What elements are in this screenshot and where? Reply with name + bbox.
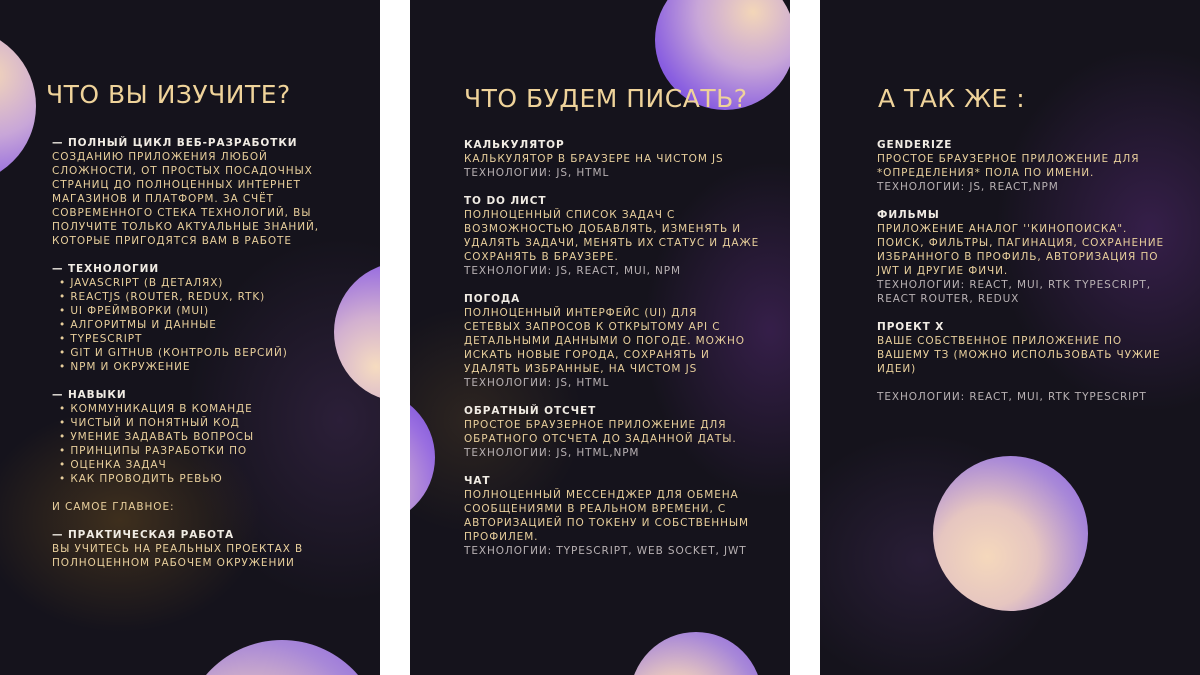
text-line: ПОЛУЧИТЕ ТОЛЬКО АКТУАЛЬНЫЕ ЗНАНИЙ, <box>52 221 319 233</box>
text-line: ВАШЕ СОБСТВЕННОЕ ПРИЛОЖЕНИЕ ПО <box>877 335 1123 347</box>
list-item: • ОЦЕНКА ЗАДАЧ <box>52 458 372 472</box>
slide-title: А ТАК ЖЕ : <box>878 84 1026 113</box>
extra-projects-content <box>877 138 1197 404</box>
text-line: СТРАНИЦ ДО ПОЛНОЦЕННЫХ ИНТЕРНЕТ <box>52 179 301 191</box>
project-name: ЧАТ <box>464 475 491 487</box>
decor-orb-bottom <box>630 632 762 675</box>
main-point-text: И САМОЕ ГЛАВНОЕ: <box>52 501 175 513</box>
section-heading: — ПОЛНЫЙ ЦИКЛ ВЕБ-РАЗРАБОТКИ <box>52 137 298 149</box>
project-name: TO DO ЛИСТ <box>464 195 547 207</box>
section-heading: — ТЕХНОЛОГИИ <box>52 263 160 275</box>
project-tech: ТЕХНОЛОГИИ: JS, HTML,NPM <box>464 447 640 459</box>
project-tech: ТЕХНОЛОГИИ: REACT, MUI, RTK TYPESCRIPT, <box>877 279 1151 291</box>
list-item: • TYPESCRIPT <box>52 332 372 346</box>
text-line: ПОЛНОЦЕННЫЙ ИНТЕРФЕЙС (UI) ДЛЯ <box>464 307 698 319</box>
text-line: СЕТЕВЫХ ЗАПРОСОВ К ОТКРЫТОМУ API С <box>464 321 721 333</box>
project-name: GENDERIZE <box>877 139 953 151</box>
text-line: МАГАЗИНОВ И ПЛАТФОРМ. ЗА СЧЁТ <box>52 193 274 205</box>
project-tech: ТЕХНОЛОГИИ: JS, HTML <box>464 167 610 179</box>
decor-orb-left <box>410 390 435 525</box>
text-line: ОБРАТНОГО ОТСЧЕТА ДО ЗАДАННОЙ ДАТЫ. <box>464 433 737 445</box>
text-line: СООБЩЕНИЯМИ В РЕАЛЬНОМ ВРЕМЕНИ, С <box>464 503 727 515</box>
section-heading: — ПРАКТИЧЕСКАЯ РАБОТА <box>52 529 235 541</box>
text-line: ДЕТАЛЬНЫМИ ДАННЫМИ О ПОГОДЕ. МОЖНО <box>464 335 745 347</box>
list-item: • АЛГОРИТМЫ И ДАННЫЕ <box>52 318 372 332</box>
text-line: ИДЕИ) <box>877 363 917 375</box>
project-name: ПРОЕКТ Х <box>877 321 945 333</box>
project-tech: REACT ROUTER, REDUX <box>877 293 1020 305</box>
list-item: • ПРИНЦИПЫ РАЗРАБОТКИ ПО <box>52 444 372 458</box>
text-line: ВОЗМОЖНОСТЬЮ ДОБАВЛЯТЬ, ИЗМЕНЯТЬ И <box>464 223 742 235</box>
text-line: ПОИСК, ФИЛЬТРЫ, ПАГИНАЦИЯ, СОХРАНЕНИЕ <box>877 237 1165 249</box>
text-line: СЛОЖНОСТИ, ОТ ПРОСТЫХ ПОСАДОЧНЫХ <box>52 165 313 177</box>
project-tech: ТЕХНОЛОГИИ: REACT, MUI, RTK TYPESCRIPT <box>877 391 1147 403</box>
slide-title: ЧТО ВЫ ИЗУЧИТЕ? <box>46 80 291 109</box>
list-item: • JAVASCRIPT (В ДЕТАЛЯХ) <box>52 276 372 290</box>
text-line: ПОЛНОЦЕННОМ РАБОЧЕМ ОКРУЖЕНИИ <box>52 557 295 569</box>
text-line: *ОПРЕДЕЛЕНИЯ* ПОЛА ПО ИМЕНИ. <box>877 167 1095 179</box>
text-line: ПОЛНОЦЕННЫЙ МЕССЕНДЖЕР ДЛЯ ОБМЕНА <box>464 489 739 501</box>
learn-content <box>52 136 372 570</box>
list-item: • ЧИСТЫЙ И ПОНЯТНЫЙ КОД <box>52 416 372 430</box>
decor-orb-bottom <box>182 640 380 675</box>
text-line: ПРИЛОЖЕНИЕ АНАЛОГ ''КИНОПОИСКА". <box>877 223 1128 235</box>
slide-also <box>820 0 1200 675</box>
project-tech: ТЕХНОЛОГИИ: JS, REACT,NPM <box>877 181 1059 193</box>
project-tech: ТЕХНОЛОГИИ: TYPESCRIPT, WEB SOCKET, JWT <box>464 545 747 557</box>
list-item: • REACTJS (ROUTER, REDUX, RTK) <box>52 290 372 304</box>
text-line: УДАЛЯТЬ ИЗБРАННЫЕ, НА ЧИСТОМ JS <box>464 363 698 375</box>
project-tech <box>877 376 1197 390</box>
list-item: • GIT И GITHUB (КОНТРОЛЬ ВЕРСИЙ) <box>52 346 372 360</box>
text-line: ПРОФИЛЕМ. <box>464 531 539 543</box>
text-line: УДАЛЯТЬ ЗАДАЧИ, МЕНЯТЬ ИХ СТАТУС И ДАЖЕ <box>464 237 760 249</box>
list-item: • КАК ПРОВОДИТЬ РЕВЬЮ <box>52 472 372 486</box>
projects-content <box>464 138 784 558</box>
text-line: КАЛЬКУЛЯТОР В БРАУЗЕРЕ НА ЧИСТОМ JS <box>464 153 724 165</box>
project-name: ОБРАТНЫЙ ОТСЧЕТ <box>464 405 597 417</box>
text-line: СОВРЕМЕННОГО СТЕКА ТЕХНОЛОГИЙ, ВЫ <box>52 207 312 219</box>
project-name: ПОГОДА <box>464 293 521 305</box>
text-line: АВТОРИЗАЦИЕЙ ПО ТОКЕНУ И СОБСТВЕННЫМ <box>464 517 749 529</box>
project-tech: ТЕХНОЛОГИИ: JS, REACT, MUI, NPM <box>464 265 681 277</box>
text-line: JWT И ДРУГИЕ ФИЧИ. <box>877 265 1009 277</box>
text-line: ПРОСТОЕ БРАУЗЕРНОЕ ПРИЛОЖЕНИЕ ДЛЯ <box>877 153 1140 165</box>
project-tech: ТЕХНОЛОГИИ: JS, HTML <box>464 377 610 389</box>
text-line: ИСКАТЬ НОВЫЕ ГОРОДА, СОХРАНЯТЬ И <box>464 349 710 361</box>
slide-what-we-build <box>410 0 790 675</box>
text-line: СОЗДАНИЮ ПРИЛОЖЕНИЯ ЛЮБОЙ <box>52 151 268 163</box>
decor-orb-bottom <box>933 456 1088 611</box>
text-line: КОТОРЫЕ ПРИГОДЯТСЯ ВАМ В РАБОТЕ <box>52 235 292 247</box>
slide-what-you-learn <box>0 0 380 675</box>
text-line: СОХРАНЯТЬ В БРАУЗЕРЕ. <box>464 251 619 263</box>
text-line: ПОЛНОЦЕННЫЙ СПИСОК ЗАДАЧ С <box>464 209 676 221</box>
text-line: ИЗБРАННОГО В ПРОФИЛЬ, АВТОРИЗАЦИЯ ПО <box>877 251 1159 263</box>
project-name: КАЛЬКУЛЯТОР <box>464 139 565 151</box>
section-heading: — НАВЫКИ <box>52 389 127 401</box>
slide-title: ЧТО БУДЕМ ПИСАТЬ? <box>464 84 748 113</box>
list-item: • УМЕНИЕ ЗАДАВАТЬ ВОПРОСЫ <box>52 430 372 444</box>
list-item: • UI ФРЕЙМВОРКИ (MUI) <box>52 304 372 318</box>
list-item: • КОММУНИКАЦИЯ В КОМАНДЕ <box>52 402 372 416</box>
list-item: • NPM И ОКРУЖЕНИЕ <box>52 360 372 374</box>
decor-orb-left <box>0 28 36 184</box>
text-line: ВАШЕМУ ТЗ (МОЖНО ИСПОЛЬЗОВАТЬ ЧУЖИЕ <box>877 349 1161 361</box>
text-line: ВЫ УЧИТЕСЬ НА РЕАЛЬНЫХ ПРОЕКТАХ В <box>52 543 304 555</box>
text-line: ПРОСТОЕ БРАУЗЕРНОЕ ПРИЛОЖЕНИЕ ДЛЯ <box>464 419 727 431</box>
project-name: ФИЛЬМЫ <box>877 209 940 221</box>
